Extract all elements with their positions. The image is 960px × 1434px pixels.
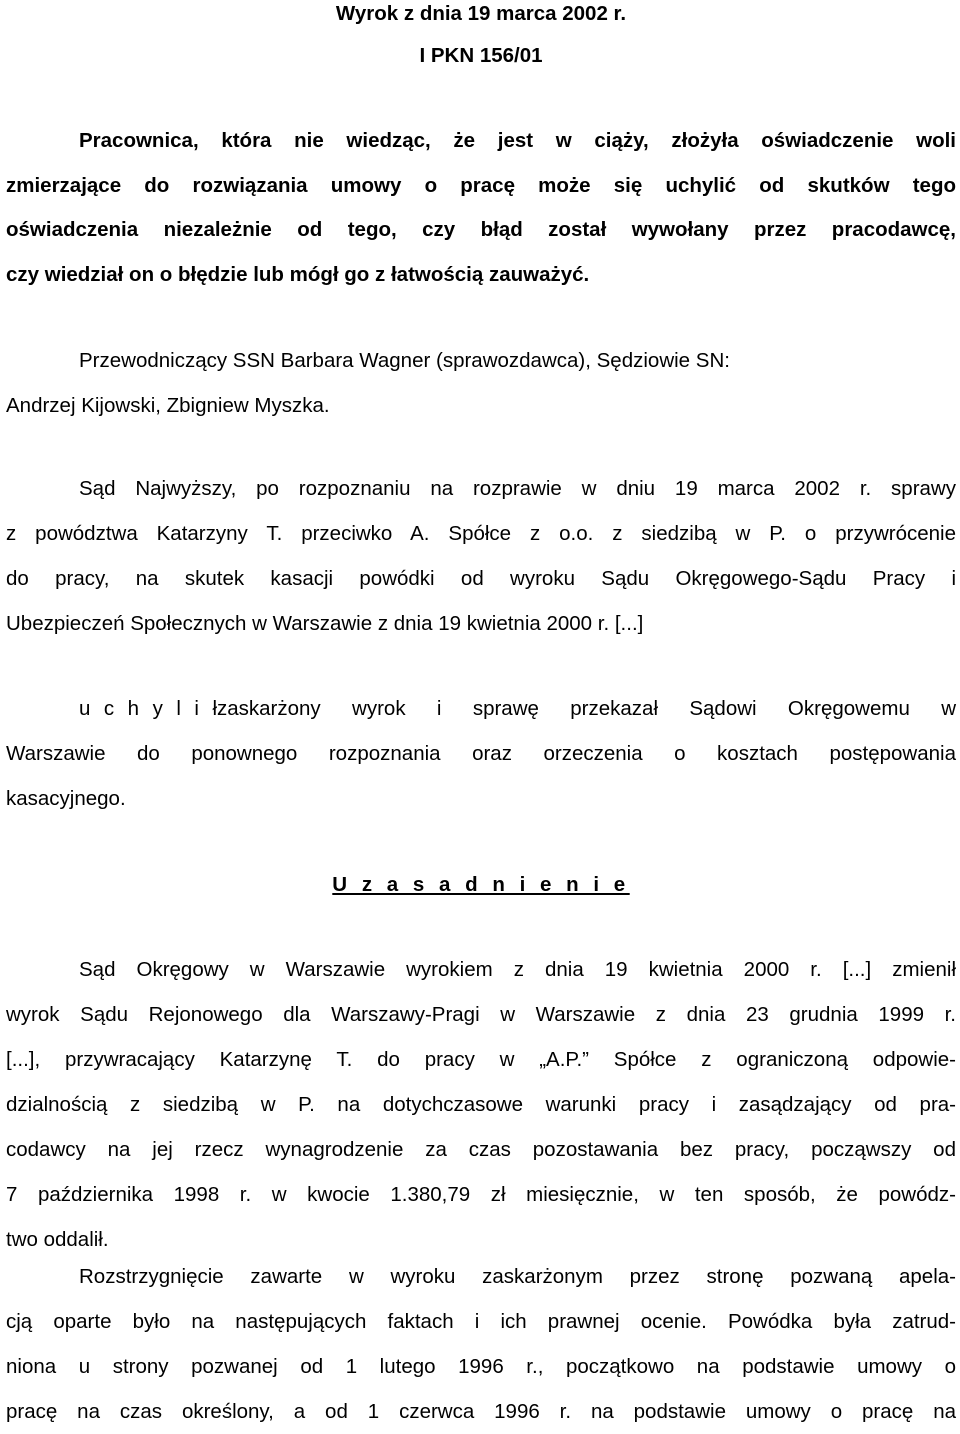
court-composition <box>6 338 956 428</box>
reasons-line: pracę na czas określony, a od 1 czerwca 1996 r. na podstawie umowy o pracę na <box>6 1400 956 1423</box>
thesis-paragraph <box>6 119 956 297</box>
reasons-heading: U z a s a d n i e n i e <box>332 873 630 896</box>
reasons-line: cją oparte było na następujących faktach i ich prawnej ocenie. Powódka była zatrud- <box>6 1310 956 1333</box>
ruling-paragraph <box>6 686 956 821</box>
composition-line: Przewodniczący SSN Barbara Wagner (sprawozdawca), Sędziowie SN: <box>79 349 730 372</box>
reasons-line: 7 października 1998 r. w kwocie 1.380,79 zł miesięcznie, w ten sposób, że powódz- <box>6 1183 956 1206</box>
reasons-line: Rozstrzygnięcie zawarte w wyroku zaskarżonym przez stronę pozwaną apela- <box>79 1265 956 1288</box>
ruling-line: kasacyjnego. <box>6 787 126 810</box>
ruling-verb: u c h y l i ł <box>79 697 217 720</box>
reasons-paragraph-2 <box>6 1254 956 1434</box>
case-number: I PKN 156/01 <box>419 44 543 67</box>
reasons-line: two oddalił. <box>6 1228 109 1251</box>
reasons-line: Sąd Okręgowy w Warszawie wyrokiem z dnia 19 kwietnia 2000 r. [...] zmienił <box>79 958 956 981</box>
intro-line: do pracy, na skutek kasacji powódki od wyroku Sądu Okręgowego-Sądu Pracy i <box>6 567 956 590</box>
reasons-line: dzialnością z siedzibą w P. na dotychczasowe warunki pracy i zasądzający od pra- <box>6 1093 956 1116</box>
thesis-line: zmierzające do rozwiązania umowy o pracę może się uchylić od skutków tego <box>6 173 956 197</box>
intro-line: Ubezpieczeń Społecznych w Warszawie z dnia 19 kwietnia 2000 r. [...] <box>6 612 644 635</box>
court-intro-paragraph <box>6 466 956 646</box>
reasons-paragraph-1 <box>6 947 956 1262</box>
reasons-line: [...], przywracający Katarzynę T. do pracy w „A.P.” Spółce z ograniczoną odpowie- <box>6 1048 956 1071</box>
ruling-line <box>6 686 956 731</box>
thesis-line: czy wiedział on o błędzie lub mógł go z łatwością zauważyć. <box>6 262 590 286</box>
thesis-line: oświadczenia niezależnie od tego, czy błąd został wywołany przez pracodawcę, <box>6 218 956 241</box>
judgment-date: Wyrok z dnia 19 marca 2002 r. <box>335 2 627 25</box>
intro-line: Sąd Najwyższy, po rozpoznaniu na rozprawie w dniu 19 marca 2002 r. sprawy <box>79 477 956 500</box>
reasons-line: codawcy na jej rzecz wynagrodzenie za czas pozostawania bez pracy, począwszy od <box>6 1138 956 1161</box>
composition-line: Andrzej Kijowski, Zbigniew Myszka. <box>6 394 330 417</box>
intro-line: z powództwa Katarzyny T. przeciwko A. Spółce z o.o. z siedzibą w P. o przywrócenie <box>6 522 956 545</box>
ruling-line: Warszawie do ponownego rozpoznania oraz orzeczenia o kosztach postępowania <box>6 742 956 765</box>
thesis-line: Pracownica, która nie wiedząc, że jest w ciąży, złożyła oświadczenie woli <box>79 129 956 152</box>
reasons-line: niona u strony pozwanej od 1 lutego 1996 r., początkowo na podstawie umowy o <box>6 1355 956 1378</box>
ruling-line-rest: zaskarżony wyrok i sprawę przekazał Sądowi Okręgowemu w <box>217 697 956 720</box>
reasons-line: wyrok Sądu Rejonowego dla Warszawy-Pragi w Warszawie z dnia 23 grudnia 1999 r. <box>6 1003 956 1026</box>
